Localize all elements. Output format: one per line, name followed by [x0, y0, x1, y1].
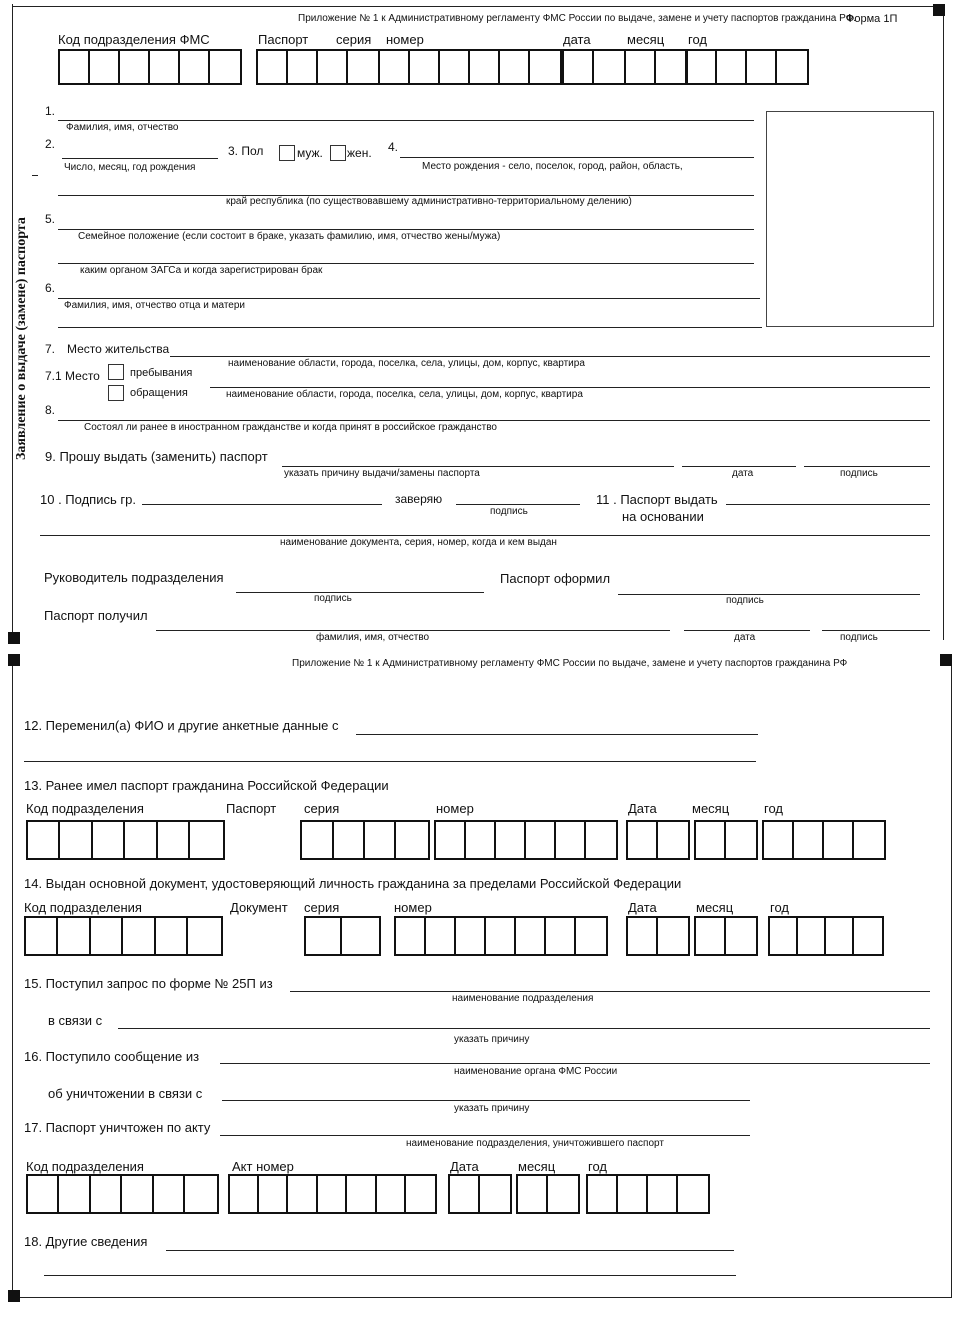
line-issued-sign[interactable] — [618, 594, 920, 595]
label-sex: 3. Пол — [228, 144, 264, 158]
num-7: 7. — [45, 342, 56, 356]
num-7-1: 7.1 Место — [45, 369, 100, 383]
line-destroyed-act[interactable] — [220, 1135, 750, 1136]
hint-request-25p: наименование подразделения — [452, 993, 594, 1004]
prev-series-cells[interactable] — [300, 820, 430, 860]
hint-birthplace: Место рождения - село, поселок, город, район, область, — [422, 161, 683, 172]
line-message-from[interactable] — [220, 1063, 930, 1064]
prev-month-cells[interactable] — [694, 820, 758, 860]
label-13-code: Код подразделения — [26, 801, 144, 816]
line-other-info-2[interactable] — [44, 1275, 736, 1276]
foreign-number-cells[interactable] — [394, 916, 608, 956]
hint-head-sign: подпись — [314, 593, 352, 604]
hint-birthplace-2: край республика (по существовавшему административно-территориальному делению) — [226, 196, 632, 207]
hint-marital: Семейное положение (если состоит в браке, указать фамилию, имя, отчество жены/мужа) — [78, 231, 501, 242]
hint-destroy-reason: указать причину — [454, 1103, 530, 1114]
line-citizenship[interactable] — [58, 420, 930, 421]
hint-zags: каким органом ЗАГСа и когда зарегистрирован брак — [80, 265, 323, 276]
border-right — [943, 4, 944, 640]
label-month: месяц — [627, 32, 665, 47]
hint-request-date: дата — [732, 468, 754, 479]
line-fio[interactable] — [58, 120, 754, 121]
hint-message-from: наименование органа ФМС России — [454, 1066, 618, 1077]
line-parents[interactable] — [58, 298, 760, 299]
date-month-cells[interactable] — [624, 49, 688, 85]
hint-certify-sign: подпись — [490, 506, 528, 517]
label-passport: Паспорт — [258, 32, 309, 47]
label-fms-code: Код подразделения ФМС — [58, 32, 210, 47]
appendix-note-1: Приложение № 1 к Административному регламенту ФМС России по выдаче, замене и учету паспортов гражданина РФ. — [298, 13, 857, 24]
prev-code-cells[interactable] — [26, 820, 225, 860]
prev-day-cells[interactable] — [626, 820, 690, 860]
line-signature[interactable] — [142, 504, 382, 505]
line-certify[interactable] — [456, 504, 580, 505]
line-issue-basis[interactable] — [726, 504, 930, 505]
checkbox-stay[interactable] — [108, 364, 124, 380]
line-request-25p[interactable] — [290, 991, 930, 992]
line-place[interactable] — [210, 387, 930, 388]
hint-birthdate: Число, месяц, год рождения — [64, 162, 196, 173]
photo-box — [766, 111, 934, 327]
label-residence: Место жительства — [67, 342, 170, 356]
line-due-to[interactable] — [118, 1028, 930, 1029]
label-changed-fio: 12. Переменил(а) ФИО и другие анкетные данные с — [24, 718, 339, 733]
corner-mark — [940, 654, 952, 666]
hint-fio: Фамилия, имя, отчество — [66, 122, 179, 133]
hint-received-date: дата — [734, 632, 756, 643]
hint-request-sign: подпись — [840, 468, 878, 479]
label-17-code: Код подразделения — [26, 1159, 144, 1174]
label-13-month: месяц — [692, 801, 730, 816]
label-17-date: Дата — [450, 1159, 479, 1174]
title-dash — [32, 175, 38, 176]
label-head: Руководитель подразделения — [44, 570, 224, 585]
checkbox-appeal[interactable] — [108, 385, 124, 401]
label-14-code: Код подразделения — [24, 900, 142, 915]
foreign-month-cells[interactable] — [694, 916, 758, 956]
destroyed-month-cells[interactable] — [516, 1174, 580, 1214]
prev-year-cells[interactable] — [762, 820, 886, 860]
line-parents-2[interactable] — [58, 327, 762, 328]
hint-received-sign: подпись — [840, 632, 878, 643]
date-day-cells[interactable] — [562, 49, 626, 85]
fms-code-cells[interactable] — [58, 49, 242, 85]
foreign-series-cells[interactable] — [304, 916, 381, 956]
label-14-doc: Документ — [230, 900, 288, 915]
label-stay: пребывания — [130, 367, 193, 379]
corner-mark — [8, 1290, 20, 1302]
line-birthdate[interactable] — [62, 158, 218, 159]
label-destroyed-act: 17. Паспорт уничтожен по акту — [24, 1120, 211, 1135]
label-14-month: месяц — [696, 900, 734, 915]
line-changed-fio-2[interactable] — [24, 761, 756, 762]
line-request-sign[interactable] — [804, 466, 930, 467]
border-top — [12, 6, 943, 7]
label-message-from: 16. Поступило сообщение из — [24, 1049, 200, 1064]
foreign-day-cells[interactable] — [626, 916, 690, 956]
border-left — [12, 4, 13, 640]
label-17-act: Акт номер — [232, 1159, 294, 1174]
hint-residence: наименование области, города, поселка, села, улицы, дом, корпус, квартира — [228, 358, 585, 369]
label-male: муж. — [297, 146, 323, 160]
label-17-month: месяц — [518, 1159, 556, 1174]
corner-mark — [8, 632, 20, 644]
label-13-series: серия — [304, 801, 340, 816]
form-title: Заявление о выдаче (замене) паспорта — [14, 217, 29, 460]
passport-number-cells[interactable] — [378, 49, 562, 85]
border-left — [12, 654, 13, 1298]
label-destroy-reason: об уничтожении в связи с — [48, 1086, 203, 1101]
label-due-to: в связи с — [48, 1013, 103, 1028]
hint-destroyed-act: наименование подразделения, уничтожившего паспорт — [406, 1138, 664, 1149]
destroyed-act-cells[interactable] — [228, 1174, 437, 1214]
label-issue-basis-1: 11 . Паспорт выдать — [596, 492, 718, 507]
border-bottom — [12, 1297, 952, 1298]
border-right — [951, 654, 952, 1298]
line-changed-fio[interactable] — [356, 734, 758, 735]
hint-issued-sign: подпись — [726, 595, 764, 606]
label-date: дата — [563, 32, 591, 47]
label-17-year: год — [588, 1159, 607, 1174]
line-residence[interactable] — [170, 356, 930, 357]
label-issued-by: Паспорт оформил — [500, 571, 611, 586]
hint-citizenship: Состоял ли ранее в иностранном гражданстве и когда принят в российское гражданство — [84, 422, 497, 433]
label-signature: 10 . Подпись гр. — [40, 492, 136, 507]
label-prev-passport: 13. Ранее имел паспорт гражданина Российской Федерации — [24, 778, 389, 793]
corner-mark — [933, 4, 945, 16]
hint-reason: указать причину выдачи/замены паспорта — [284, 468, 480, 479]
checkbox-female[interactable] — [330, 145, 346, 161]
line-request-date[interactable] — [682, 466, 796, 467]
label-number: номер — [386, 32, 424, 47]
foreign-code-cells[interactable] — [24, 916, 223, 956]
label-14-number: номер — [394, 900, 432, 915]
label-14-date: Дата — [628, 900, 657, 915]
hint-parents: Фамилия, имя, отчество отца и матери — [64, 300, 246, 311]
label-14-year: год — [770, 900, 789, 915]
checkbox-male[interactable] — [279, 145, 295, 161]
label-13-number: номер — [436, 801, 474, 816]
num-6: 6. — [45, 281, 56, 295]
line-zags[interactable] — [58, 263, 754, 264]
label-other-info: 18. Другие сведения — [24, 1234, 148, 1249]
line-doc[interactable] — [40, 535, 930, 536]
corner-mark — [8, 654, 20, 666]
date-year-cells[interactable] — [685, 49, 809, 85]
line-other-info[interactable] — [166, 1250, 734, 1251]
hint-due-to: указать причину — [454, 1034, 530, 1045]
label-issue-basis-2: на основании — [622, 509, 704, 524]
hint-doc: наименование документа, серия, номер, когда и кем выдан — [280, 537, 557, 548]
passport-series-cells[interactable] — [256, 49, 380, 85]
num-5: 5. — [45, 212, 56, 226]
destroyed-day-cells[interactable] — [448, 1174, 512, 1214]
foreign-year-cells[interactable] — [768, 916, 884, 956]
line-received-date[interactable] — [684, 630, 810, 631]
num-8: 8. — [45, 403, 56, 417]
label-13-year: год — [764, 801, 783, 816]
hint-received-fio: фамилия, имя, отчество — [316, 632, 430, 643]
label-13-passport: Паспорт — [226, 801, 277, 816]
label-appeal: обращения — [130, 387, 188, 399]
prev-number-cells[interactable] — [434, 820, 618, 860]
label-foreign-doc: 14. Выдан основной документ, удостоверяющий личность гражданина за пределами Российской Федерации — [24, 876, 682, 891]
label-13-date: Дата — [628, 801, 657, 816]
appendix-note-2: Приложение № 1 к Административному регламенту ФМС России по выдаче, замене и учету паспортов гражданина РФ — [292, 658, 848, 669]
num-2: 2. — [45, 137, 56, 151]
destroyed-year-cells[interactable] — [586, 1174, 710, 1214]
label-series: серия — [336, 32, 372, 47]
label-female: жен. — [347, 146, 372, 160]
hint-place: наименование области, города, поселка, села, улицы, дом, корпус, квартира — [226, 389, 583, 400]
line-head-sign[interactable] — [236, 592, 484, 593]
label-received: Паспорт получил — [44, 608, 148, 623]
label-14-series: серия — [304, 900, 340, 915]
label-request: 9. Прошу выдать (заменить) паспорт — [45, 449, 268, 464]
num-4: 4. — [388, 140, 399, 154]
line-birthplace[interactable] — [400, 157, 754, 158]
form-number: Форма 1П — [846, 13, 898, 25]
line-destroy-reason[interactable] — [222, 1100, 750, 1101]
label-request-25p: 15. Поступил запрос по форме № 25П из — [24, 976, 273, 991]
line-reason[interactable] — [282, 466, 674, 467]
label-certify: заверяю — [395, 492, 443, 506]
line-received-fio[interactable] — [156, 630, 670, 631]
label-year: год — [688, 32, 707, 47]
line-marital[interactable] — [58, 229, 754, 230]
line-received-sign[interactable] — [822, 630, 930, 631]
destroyed-code-cells[interactable] — [26, 1174, 219, 1214]
num-1: 1. — [45, 104, 56, 118]
